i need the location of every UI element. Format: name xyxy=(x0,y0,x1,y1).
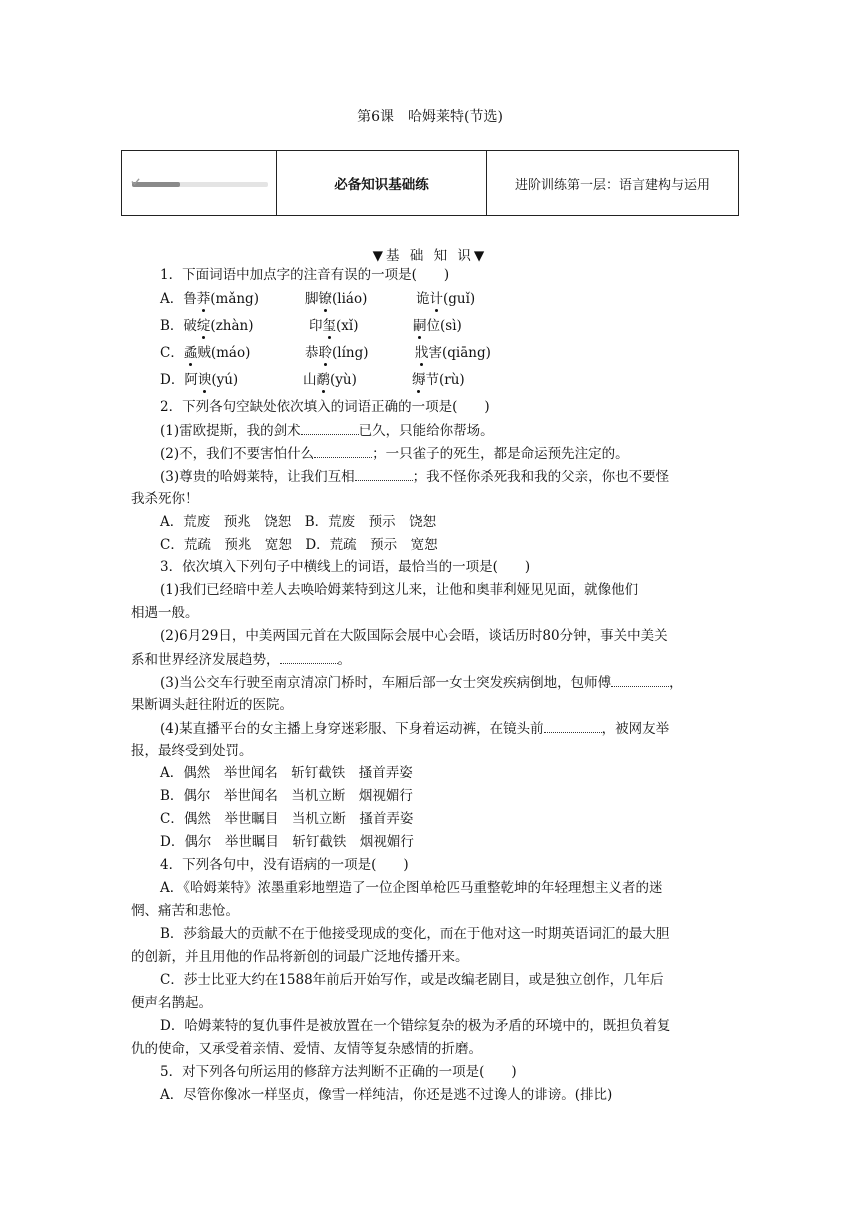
question-4-stem: 4．下列各句中，没有语病的一项是( ) xyxy=(160,857,409,873)
q2-sentence-1: (1)雷欧提斯，我的剑术 已久，只能给你帮场。 xyxy=(160,420,494,441)
q4-option-b-cont: 的创新，并且用他的作品将新创的词最广泛地传播开来。 xyxy=(131,949,469,965)
q2-options-cd: C．荒疏 预兆 宽恕 D．荒疏 预示 宽恕 xyxy=(160,537,438,553)
section-banner xyxy=(121,150,739,216)
q3-option-a: A．偶然 举世闻名 斩钉截铁 搔首弄姿 xyxy=(160,765,413,781)
q3-sentence-1-cont: 相遇一般。 xyxy=(131,605,199,621)
q1-option-a-word3: 诡计(guǐ) xyxy=(416,291,476,307)
q5-option-a: A．尽管你像冰一样坚贞，像雪一样纯洁，你还是逃不过谗人的诽谤。(排比) xyxy=(160,1087,613,1103)
q1-option-d-word3: 缛节(rù) xyxy=(412,372,465,388)
q1-option-c-word3: 戕害(qiāng) xyxy=(415,345,491,361)
q1-option-b-word2: 印玺(xǐ) xyxy=(309,318,359,334)
q3-option-c: C．偶然 举世瞩目 当机立断 搔首弄姿 xyxy=(160,811,414,827)
q3-option-d: D．偶尔 举世瞩目 斩钉截铁 烟视媚行 xyxy=(160,834,414,850)
page-title: 第6课 哈姆莱特(节选) xyxy=(357,109,503,125)
q4-option-a: A．《哈姆莱特》浓墨重彩地塑造了一位企图单枪匹马重整乾坤的年轻理想主义者的迷 xyxy=(160,880,663,896)
q3-sentence-1: (1)我们已经暗中差人去唤哈姆莱特到这儿来，让他和奥菲利娅见见面，就像他们 xyxy=(160,582,639,598)
section-heading: ▼基 础 知 识▼ xyxy=(372,248,488,264)
q1-option-c: C．蟊贼(máo) xyxy=(160,345,251,361)
q3-sentence-3-cont: 果断调头赶往附近的医院。 xyxy=(131,697,293,713)
q1-option-d: D．阿谀(yú) xyxy=(160,372,239,388)
q1-option-c-word2: 恭聆(líng) xyxy=(305,345,369,361)
q4-option-c-cont: 便声名鹊起。 xyxy=(131,995,212,1011)
q3-sentence-2: (2)6月29日，中美两国元首在大阪国际会展中心会晤，谈话历时80分钟，事关中美关 xyxy=(160,628,668,644)
q4-option-b: B．莎翁最大的贡献不在于他接受现成的变化，而在于他对这一时期英语词汇的最大胆 xyxy=(160,926,670,942)
banner-right-label: 进阶训练第一层：语言建构与运用 xyxy=(514,177,710,193)
q3-option-b: B．偶尔 举世闻名 当机立断 烟视媚行 xyxy=(160,788,413,804)
banner-center-label: 必备知识基础练 xyxy=(277,151,487,215)
q4-option-c: C．莎士比亚大约在1588年前后开始写作，或是改编老剧目，或是独立创作，几年后 xyxy=(160,972,664,988)
q1-option-b-word3: 嗣位(sì) xyxy=(413,318,462,334)
progress-cell xyxy=(122,151,277,215)
q1-option-b: B．破绽(zhàn) xyxy=(160,318,254,334)
q2-options-ab: A．荒废 预兆 饶恕 B．荒废 预示 饶恕 xyxy=(160,514,437,530)
question-1-stem: 1．下面词语中加点字的注音有误的一项是( ) xyxy=(160,267,450,283)
q4-option-a-cont: 惘、痛苦和悲怆。 xyxy=(131,903,239,919)
question-3-stem: 3．依次填入下列句子中横线上的词语，最恰当的一项是( ) xyxy=(160,559,531,575)
question-2-stem: 2．下列各句空缺处依次填入的词语正确的一项是( ) xyxy=(160,399,490,415)
q1-option-d-word2: 山鹬(yù) xyxy=(303,372,357,388)
q1-option-a: A．鲁莽(mǎng) xyxy=(160,291,259,307)
q3-sentence-4: (4)某直播平台的女主播上身穿迷彩服、下身着运动裤，在镜头前 ，被网友举 xyxy=(160,718,669,739)
q4-option-d: D．哈姆莱特的复仇事件是被放置在一个错综复杂的极为矛盾的环境中的，既担负着复 xyxy=(160,1018,671,1034)
check-icon xyxy=(131,177,140,186)
question-5-stem: 5．对下列各句所运用的修辞方法判断不正确的一项是( ) xyxy=(160,1064,517,1080)
q3-sentence-2-cont: 系和世界经济发展趋势， 。 xyxy=(131,649,351,670)
q2-sentence-2: (2)不，我们不要害怕什么 ；一只雀子的死生，都是命运预先注定的。 xyxy=(160,443,629,464)
q2-sentence-3: (3)尊贵的哈姆莱特，让我们互相 ；我不怪你杀死我和我的父亲，你也不要怪 xyxy=(160,466,669,487)
q4-option-d-cont: 仇的使命，又承受着亲情、爱情、友情等复杂感情的折磨。 xyxy=(131,1041,482,1057)
q3-sentence-3: (3)当公交车行驶至南京清凉门桥时，车厢后部一女士突发疾病倒地，包师傅 ， xyxy=(160,672,683,693)
q3-sentence-4-cont: 报，最终受到处罚。 xyxy=(131,743,253,759)
progress-bar xyxy=(132,182,268,187)
q2-sentence-3-cont: 我杀死你！ xyxy=(131,491,199,507)
q1-option-a-word2: 脚镣(liáo) xyxy=(305,291,368,307)
